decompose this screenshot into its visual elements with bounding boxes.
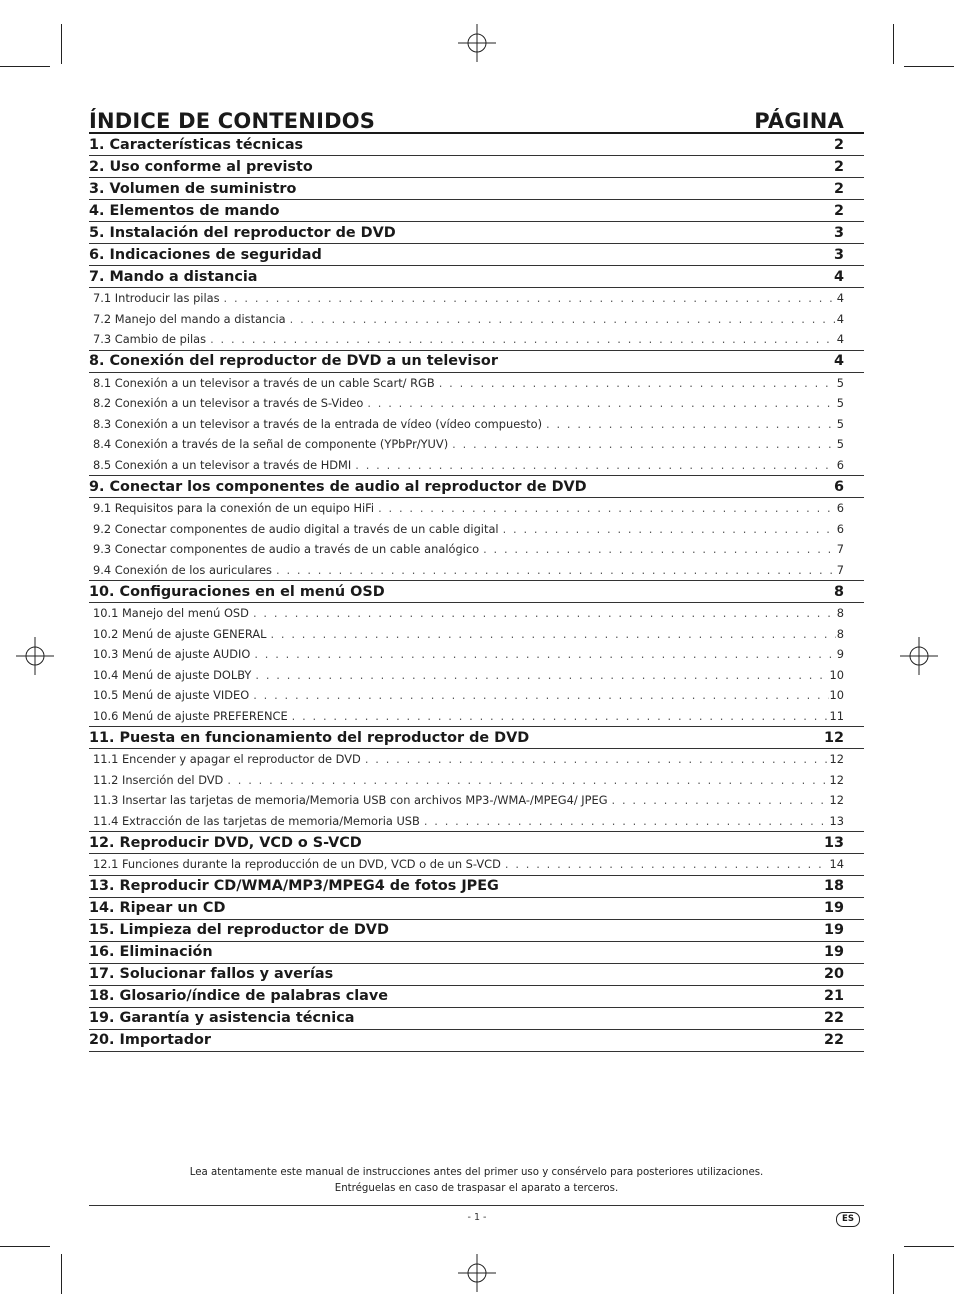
- footer-note-line1: Lea atentamente este manual de instrucciones antes del primer uso y consérvelo para posteriores utilizaciones.: [189, 1167, 764, 1178]
- toc-entry-title: 10.5 Menú de ajuste VIDEO: [93, 688, 250, 703]
- toc-entry-page: 22: [823, 1032, 844, 1048]
- toc-subentry: [89, 393, 864, 414]
- footer-note-line2: Entréguelas en caso de traspasar el aparato a terceros.: [334, 1183, 619, 1194]
- crop-mark: [904, 1246, 954, 1247]
- dot-leader: [254, 647, 835, 661]
- toc-entry-title: 9. Conectar los componentes de audio al reproductor de DVD: [89, 478, 587, 495]
- toc-entry-title: 8.2 Conexión a un televisor a través de S-Video: [93, 396, 364, 411]
- footer-note: [89, 1165, 864, 1197]
- toc-subentry: [89, 790, 864, 811]
- toc-page-label: PÁGINA: [754, 109, 844, 133]
- toc-subentry: [89, 288, 864, 309]
- toc-entry-page: 21: [823, 988, 844, 1004]
- toc-entry: [89, 727, 864, 749]
- dot-leader: [355, 458, 836, 472]
- toc-subentry: [89, 455, 864, 477]
- toc-subentry: [89, 749, 864, 770]
- dot-leader: [292, 709, 829, 723]
- toc-subentry: [89, 706, 864, 728]
- toc-entry: [89, 581, 864, 603]
- toc-entry-page: 12: [829, 793, 844, 808]
- crop-mark: [61, 24, 62, 64]
- toc-entry-page: 4: [836, 332, 844, 347]
- toc-entry-title: 2. Uso conforme al previsto: [89, 158, 313, 175]
- toc-entry-title: 7.2 Manejo del mando a distancia: [93, 311, 286, 326]
- toc-entry-title: 11.4 Extracción de las tarjetas de memoria/Memoria USB: [93, 813, 420, 828]
- toc-entry-page: 12: [829, 772, 844, 787]
- toc-entry: [89, 876, 864, 898]
- toc-entry-title: 6. Indicaciones de seguridad: [89, 246, 322, 263]
- dot-leader: [270, 627, 835, 641]
- toc-entry: [89, 832, 864, 854]
- dot-leader: [378, 501, 836, 515]
- dot-leader: [276, 563, 836, 577]
- dot-leader: [227, 773, 828, 787]
- crop-mark: [893, 1254, 894, 1294]
- toc-entry-page: 10: [829, 688, 844, 703]
- toc-entry-title: 8.5 Conexión a un televisor a través de HDMI: [93, 457, 352, 472]
- toc-entry: [89, 920, 864, 942]
- toc-entry-page: 5: [836, 416, 844, 431]
- toc-entry: [89, 351, 864, 373]
- toc-subentry: [89, 685, 864, 706]
- toc-entry: [89, 134, 864, 156]
- toc-entry-title: 9.2 Conectar componentes de audio digital a través de un cable digital: [93, 521, 499, 536]
- toc-entry: [89, 156, 864, 178]
- toc-entry: [89, 898, 864, 920]
- toc-entry-title: 13. Reproducir CD/WMA/MP3/MPEG4 de fotos JPEG: [89, 878, 499, 894]
- toc-subentry: [89, 498, 864, 519]
- toc-entry: [89, 200, 864, 222]
- registration-mark-right: [900, 637, 938, 675]
- toc-entry-page: 5: [836, 437, 844, 452]
- toc-entry-title: 8. Conexión del reproductor de DVD a un televisor: [89, 353, 498, 369]
- toc-entry-page: 12: [823, 729, 844, 746]
- toc-entry-title: 9.1 Requisitos para la conexión de un equipo HiFi: [93, 501, 375, 516]
- toc-entries: [89, 134, 864, 1052]
- toc-entry-page: 4: [833, 353, 844, 369]
- toc-entry-page: 14: [829, 857, 844, 872]
- dot-leader: [365, 752, 829, 766]
- toc-entry-title: 16. Eliminación: [89, 944, 213, 960]
- toc-subentry: [89, 539, 864, 560]
- toc-entry-title: 11.3 Insertar las tarjetas de memoria/Memoria USB con archivos MP3-/WMA-/MPEG4/ JPEG: [93, 793, 608, 808]
- table-of-contents: [89, 108, 864, 1052]
- dot-leader: [367, 396, 835, 410]
- toc-entry-page: 19: [823, 900, 844, 916]
- toc-entry: [89, 942, 864, 964]
- dot-leader: [483, 542, 836, 556]
- toc-entry-page: 4: [833, 268, 844, 285]
- dot-leader: [255, 668, 828, 682]
- toc-entry-title: 14. Ripear un CD: [89, 900, 226, 916]
- toc-entry-title: 10.3 Menú de ajuste AUDIO: [93, 647, 251, 662]
- toc-subentry: [89, 309, 864, 330]
- toc-entry-title: 8.4 Conexión a través de la señal de componente (YPbPr/YUV): [93, 437, 449, 452]
- crop-mark: [61, 1254, 62, 1294]
- language-badge: ES: [836, 1212, 860, 1227]
- page-number: - 1 -: [467, 1212, 487, 1223]
- toc-entry-page: 22: [823, 1010, 844, 1026]
- toc-entry-page: 2: [833, 158, 844, 175]
- toc-entry-page: 20: [823, 966, 844, 982]
- registration-mark-top: [458, 24, 496, 62]
- toc-subentry: [89, 373, 864, 394]
- toc-subentry: [89, 603, 864, 624]
- dot-leader: [546, 417, 836, 431]
- toc-entry-page: 6: [833, 478, 844, 495]
- toc-subentry: [89, 414, 864, 435]
- toc-entry-title: 10. Configuraciones en el menú OSD: [89, 583, 385, 600]
- toc-entry-page: 3: [833, 224, 844, 241]
- toc-subentry: [89, 854, 864, 876]
- dot-leader: [452, 437, 836, 451]
- toc-entry-title: 11.2 Inserción del DVD: [93, 772, 224, 787]
- toc-entry-page: 11: [829, 708, 844, 723]
- registration-mark-left: [16, 637, 54, 675]
- toc-entry-title: 8.1 Conexión a un televisor a través de un cable Scart/ RGB: [93, 375, 435, 390]
- toc-entry-title: 8.3 Conexión a un televisor a través de la entrada de vídeo (vídeo compuesto): [93, 416, 543, 431]
- toc-entry-page: 6: [836, 457, 844, 472]
- toc-entry-page: 5: [836, 375, 844, 390]
- toc-entry-page: 8: [836, 606, 844, 621]
- toc-entry-title: 11. Puesta en funcionamiento del reproductor de DVD: [89, 729, 530, 746]
- dot-leader: [439, 376, 836, 390]
- toc-subentry: [89, 519, 864, 540]
- toc-entry-title: 10.4 Menú de ajuste DOLBY: [93, 667, 252, 682]
- toc-entry-page: 2: [833, 202, 844, 219]
- toc-entry-title: 12. Reproducir DVD, VCD o S-VCD: [89, 834, 362, 851]
- toc-entry: [89, 266, 864, 288]
- toc-entry-page: 3: [833, 246, 844, 263]
- dot-leader: [424, 814, 829, 828]
- dot-leader: [290, 312, 836, 326]
- toc-entry-title: 10.6 Menú de ajuste PREFERENCE: [93, 708, 288, 723]
- toc-entry-page: 6: [836, 521, 844, 536]
- toc-entry-page: 9: [836, 647, 844, 662]
- toc-entry-title: 3. Volumen de suministro: [89, 180, 297, 197]
- toc-entry: [89, 1030, 864, 1052]
- toc-entry: [89, 986, 864, 1008]
- toc-entry: [89, 178, 864, 200]
- toc-entry-title: 4. Elementos de mando: [89, 202, 280, 219]
- toc-entry-page: 10: [829, 667, 844, 682]
- toc-entry-page: 8: [833, 583, 844, 600]
- toc-entry-title: 7. Mando a distancia: [89, 268, 258, 285]
- crop-mark: [0, 1246, 50, 1247]
- toc-entry-title: 5. Instalación del reproductor de DVD: [89, 224, 396, 241]
- toc-entry-title: 18. Glosario/índice de palabras clave: [89, 988, 389, 1004]
- toc-entry-title: 10.1 Manejo del menú OSD: [93, 606, 249, 621]
- toc-entry-title: 9.4 Conexión de los auriculares: [93, 562, 272, 577]
- crop-mark: [0, 66, 50, 67]
- toc-entry-title: 12.1 Funciones durante la reproducción de un DVD, VCD o de un S-VCD: [93, 857, 501, 872]
- toc-entry-page: 2: [833, 180, 844, 197]
- dot-leader: [505, 857, 829, 871]
- toc-header: [89, 108, 864, 134]
- registration-mark-bottom: [458, 1254, 496, 1292]
- dot-leader: [210, 332, 836, 346]
- crop-mark: [904, 66, 954, 67]
- toc-entry-title: 1. Características técnicas: [89, 136, 304, 153]
- dot-leader: [503, 522, 836, 536]
- toc-title: ÍNDICE DE CONTENIDOS: [89, 109, 376, 133]
- toc-entry-page: 19: [823, 944, 844, 960]
- toc-entry-page: 6: [836, 501, 844, 516]
- toc-entry-title: 10.2 Menú de ajuste GENERAL: [93, 626, 267, 641]
- toc-entry: [89, 222, 864, 244]
- toc-entry: [89, 476, 864, 498]
- toc-entry-title: 11.1 Encender y apagar el reproductor de DVD: [93, 752, 361, 767]
- toc-subentry: [89, 811, 864, 833]
- toc-entry-title: 7.1 Introducir las pilas: [93, 291, 220, 306]
- toc-subentry: [89, 644, 864, 665]
- dot-leader: [224, 291, 836, 305]
- toc-subentry: [89, 560, 864, 582]
- dot-leader: [253, 606, 836, 620]
- toc-entry-page: 18: [823, 878, 844, 894]
- footer-divider: [89, 1205, 864, 1206]
- toc-subentry: [89, 665, 864, 686]
- toc-entry-title: 15. Limpieza del reproductor de DVD: [89, 922, 389, 938]
- toc-entry-title: 20. Importador: [89, 1032, 212, 1048]
- dot-leader: [253, 688, 828, 702]
- crop-mark: [893, 24, 894, 64]
- toc-subentry: [89, 329, 864, 351]
- toc-entry-title: 17. Solucionar fallos y averías: [89, 966, 334, 982]
- toc-entry-page: 13: [829, 813, 844, 828]
- toc-entry-page: 13: [823, 834, 844, 851]
- toc-entry-page: 4: [836, 291, 844, 306]
- toc-entry: [89, 1008, 864, 1030]
- toc-entry-page: 7: [836, 542, 844, 557]
- toc-entry-page: 19: [823, 922, 844, 938]
- toc-entry-title: 19. Garantía y asistencia técnica: [89, 1010, 355, 1026]
- dot-leader: [612, 793, 829, 807]
- toc-entry-page: 5: [836, 396, 844, 411]
- toc-subentry: [89, 770, 864, 791]
- toc-entry-page: 7: [836, 562, 844, 577]
- toc-entry-title: 7.3 Cambio de pilas: [93, 332, 207, 347]
- toc-entry-page: 2: [833, 136, 844, 153]
- toc-entry-page: 12: [829, 752, 844, 767]
- toc-entry-page: 8: [836, 626, 844, 641]
- toc-subentry: [89, 624, 864, 645]
- toc-subentry: [89, 434, 864, 455]
- toc-entry-page: 4: [836, 311, 844, 326]
- toc-entry-title: 9.3 Conectar componentes de audio a través de un cable analógico: [93, 542, 480, 557]
- toc-entry: [89, 964, 864, 986]
- toc-entry: [89, 244, 864, 266]
